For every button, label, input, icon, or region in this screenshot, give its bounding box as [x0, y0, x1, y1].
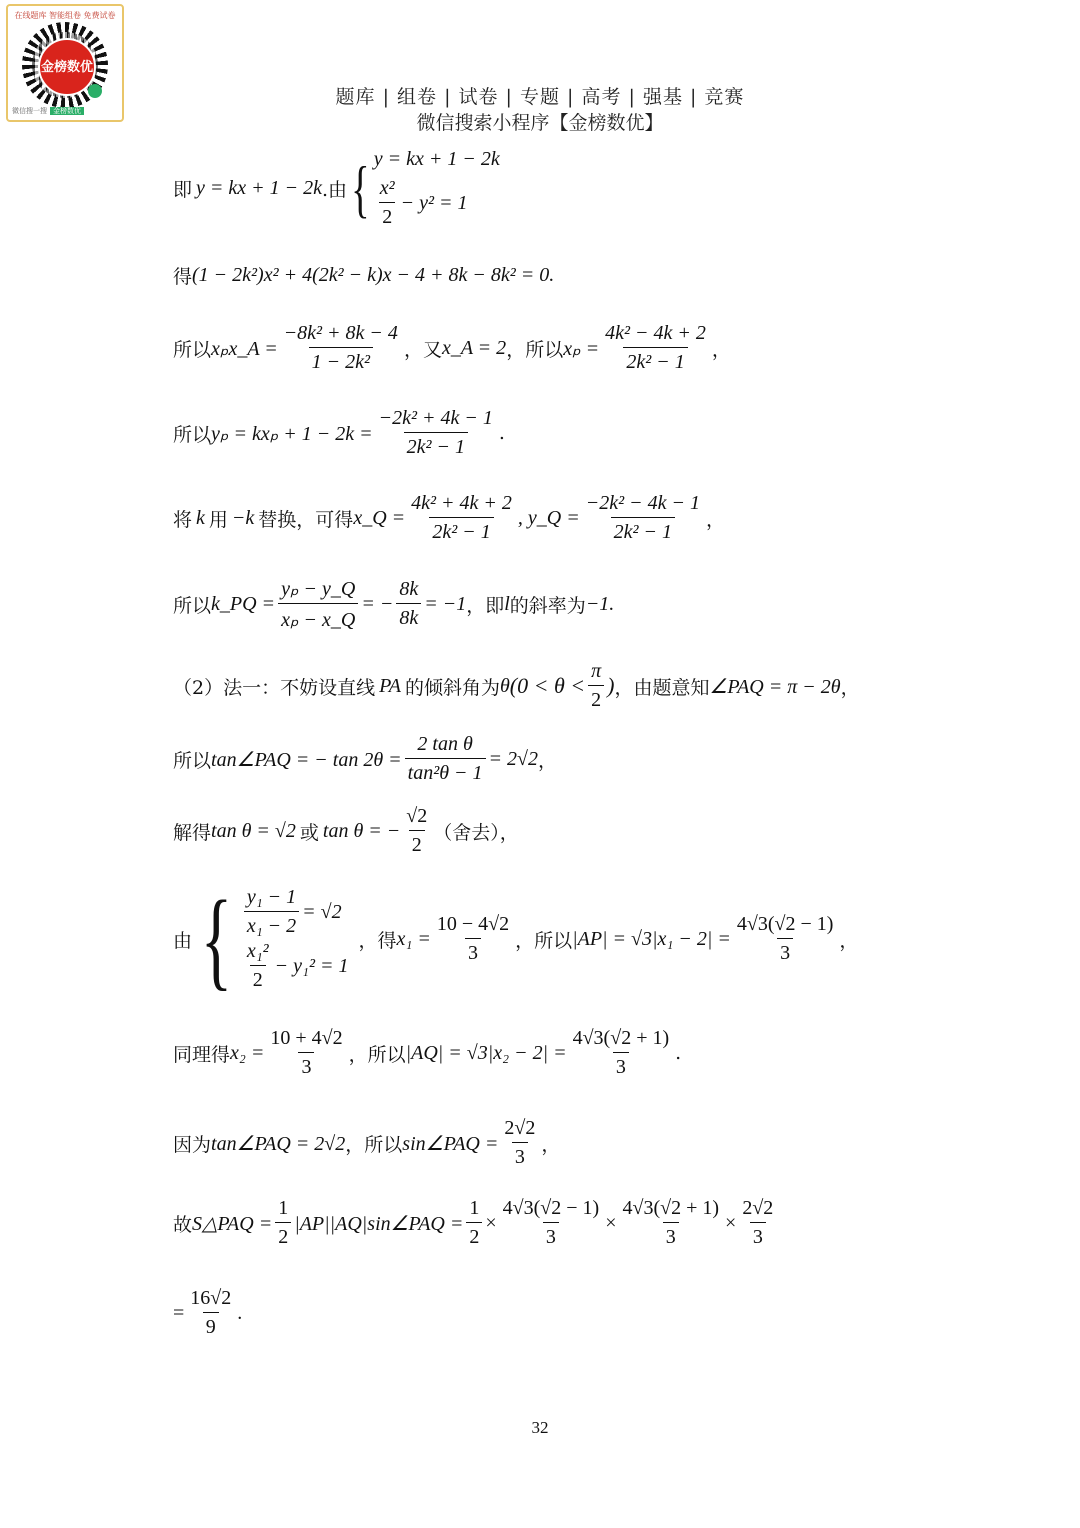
l12-b: sin∠PAQ = [402, 1132, 499, 1155]
l10-frac2: $\frac{4√3(√2 - 1)}{3}$ [736, 913, 834, 964]
l13-f1: $\frac{4√3(√2 - 1)}{3}$ [502, 1197, 600, 1248]
l13-times3: × [725, 1211, 737, 1234]
l13-prefix: 故 [173, 1213, 193, 1236]
l9-prefix: 解得 [173, 821, 212, 844]
header-search-hint: 微信搜索小程序【金榜数优】 [416, 112, 664, 134]
l10-brace: { [200, 878, 233, 1000]
l4-frac: $\frac{\text{−2k² + 4k − 1}}{\text{2k² − 1}}$ [378, 407, 493, 458]
line-2 [173, 262, 554, 289]
l11-mid: ，所以 [348, 1043, 406, 1066]
l9-frac: $\frac{√2}{2}$ [406, 805, 428, 856]
l6-prefix: 所以 [173, 594, 212, 617]
l11-x2: x₂ = [230, 1041, 265, 1064]
l8-lhs: tan∠PAQ = − tan 2θ = [211, 748, 402, 771]
l5-prefix: 将 [173, 508, 193, 531]
page-number: 32 [531, 1418, 549, 1437]
l1-eq: y = kx + 1 − 2k [196, 177, 323, 199]
l1-sys-a: y = kx + 1 − 2k [373, 148, 500, 170]
l6-mid: = − [361, 592, 394, 615]
line-13 [173, 1197, 779, 1249]
l13-times2: × [605, 1211, 617, 1234]
l7-eq: ∠PAQ = π − 2θ [709, 675, 841, 698]
l9-end: （舍去）， [433, 821, 519, 844]
line-10 [173, 878, 859, 1000]
line-14 [173, 1287, 242, 1339]
l8-frac: $\frac{\text{2 tan θ}}{\text{tan²θ − 1}}$ [405, 733, 486, 785]
l3-frac2: $\frac{\text{4k² − 4k + 2}}{\text{2k² − 1}}$ [605, 322, 706, 373]
line-6 [173, 576, 614, 632]
l1-system [374, 148, 500, 229]
l10-frac: $\frac{10 - 4√2}{3}$ [436, 913, 510, 964]
l5-k: k [196, 506, 205, 529]
line-12 [173, 1117, 560, 1169]
l3-prefix: 所以 [173, 338, 212, 361]
l5-end: ， [705, 508, 725, 531]
logo-foot-right: 金榜数优 [50, 107, 84, 115]
l13-half2: $\frac{1}{2}$ [466, 1197, 482, 1249]
l1-sys-b-rest: − y² = 1 [400, 191, 468, 214]
l10-mid: ，得 [358, 929, 397, 952]
l14-eq: = [173, 1301, 185, 1324]
l11-aq: |AQ| = √3|x₂ − 2| = [405, 1041, 567, 1064]
l6-val: −1. [585, 592, 615, 615]
line-5 [173, 492, 725, 544]
l1-brace: { [351, 152, 370, 224]
line-4 [173, 407, 505, 459]
l10-s2-frac: $\frac{\text{x₁²}}{2}$ [246, 940, 269, 991]
line-7 [173, 660, 860, 712]
l7-paren-r: ) [607, 673, 615, 698]
l7-mid2: ，由题意知 [614, 676, 710, 699]
l11-frac: $\frac{10 + 4√2}{3}$ [270, 1027, 343, 1078]
l7-mid: 的倾斜角为 [404, 676, 500, 699]
l7-frac: $\frac{\pi}{2}$ [588, 660, 604, 712]
line-9 [173, 805, 519, 857]
l11-end: . [675, 1042, 682, 1064]
logo-foot-left: 微信搜一搜 [12, 107, 47, 115]
l7-prefix: （2）法一：不妨设直线 [173, 676, 376, 699]
l12-a: tan∠PAQ = 2√2 [211, 1132, 346, 1155]
l12-mid: ，所以 [345, 1133, 403, 1156]
l14-end: . [237, 1301, 243, 1324]
l13-s: S△PAQ = [192, 1212, 273, 1235]
l14-frac: $\frac{16√2}{9}$ [190, 1287, 232, 1338]
l5-xq: x_Q = [353, 506, 406, 529]
l2-prefix: 得 [173, 266, 193, 288]
l11-frac2: $\frac{4√3(√2 + 1)}{3}$ [572, 1027, 670, 1078]
l2-eq: (1 − 2k²)x² + 4(2k² − k)x − 4 + 8k − 8k² = 0. [192, 264, 555, 286]
l6-text: ，即 [466, 594, 505, 617]
l9-or: 或 [299, 821, 319, 844]
l6-l: l [504, 592, 510, 615]
l6-frac2: $\frac{8k}{8k}$ [396, 578, 421, 630]
l3-frac: $\frac{\text{−8k² + 8k − 4}}{\text{1 − 2k²}}$ [283, 322, 398, 373]
l6-text2: 的斜率为 [509, 594, 586, 617]
l5-frac2: $\frac{\text{−2k² − 4k − 1}}{\text{2k² − 1}}$ [585, 492, 700, 543]
l3-xa: x_A = 2 [441, 336, 507, 359]
l13-f2: $\frac{4√3(√2 + 1)}{3}$ [622, 1197, 720, 1248]
l6-frac: $\frac{\text{yₚ − y\_Q}}{\text{xₚ − x\_Q}}$ [278, 576, 358, 632]
l10-mid2: ，所以 [515, 929, 573, 952]
l9-a: tan θ = √2 [211, 819, 296, 842]
l13-times1: × [485, 1211, 497, 1234]
l3-mid2: ，所以 [506, 338, 564, 361]
l5-yq: , y_Q = [517, 506, 580, 529]
l3-lhs: xₚx_A = [211, 337, 278, 360]
l7-pa: PA [379, 674, 401, 697]
line-1 [173, 148, 500, 229]
line-3 [173, 322, 731, 374]
logo-badge: 金榜数优 [38, 38, 96, 96]
l10-s1-frac: $\frac{\text{y₁ − 1}}{\text{x₁ − 2}}$ [244, 886, 299, 938]
l7-paren-l: (0 < θ < [509, 673, 586, 698]
l5-mk: −k [231, 506, 255, 529]
l10-prefix: 由 [173, 929, 193, 952]
l4-lhs: yₚ = kxₚ + 1 − 2k = [211, 422, 373, 445]
l12-frac: $\frac{2√2}{3}$ [504, 1117, 536, 1168]
l10-end: ， [839, 929, 859, 952]
l10-x1: x₁ = [396, 927, 431, 950]
header-nav: 题库 | 组卷 | 试卷 | 专题 | 高考 | 强基 | 竞赛 [335, 86, 745, 108]
l13-half: $\frac{1}{2}$ [275, 1197, 291, 1249]
l10-s1-rhs: = √2 [302, 900, 342, 923]
l9-b: tan θ = − [322, 819, 401, 842]
l12-end: ， [541, 1133, 561, 1156]
l8-end: ， [538, 749, 558, 772]
l5-mid2: 替换，可得 [258, 508, 354, 531]
l4-end: . [498, 422, 505, 444]
l13-mid: |AP||AQ|sin∠PAQ = [294, 1212, 464, 1235]
l10-system [241, 886, 349, 992]
l3-xp: xₚ = [563, 337, 600, 360]
l8-prefix: 所以 [173, 749, 212, 772]
line-8 [173, 733, 557, 785]
l1-mid: .由 [322, 179, 348, 201]
l6-rest: = −1 [424, 592, 467, 615]
l10-ap: |AP| = √3|x₁ − 2| = [572, 927, 731, 950]
line-11 [173, 1027, 681, 1079]
l11-prefix: 同理得 [173, 1043, 231, 1066]
l1-prefix: 即 [173, 179, 193, 201]
l6-k: k_PQ = [211, 592, 276, 615]
l13-f3: $\frac{2√2}{3}$ [742, 1197, 774, 1248]
l7-theta: θ [499, 674, 510, 697]
l5-frac: $\frac{\text{4k² + 4k + 2}}{\text{2k² − 1}}$ [411, 492, 512, 543]
logo-caption: 在线题库 智能组卷 免费试卷 [14, 11, 116, 20]
l10-s2-rhs: − y₁² = 1 [274, 954, 349, 977]
l3-end: ， [711, 338, 731, 361]
l3-mid: ，又 [403, 338, 442, 361]
l12-prefix: 因为 [173, 1133, 212, 1156]
l8-rhs: = 2√2 [488, 747, 539, 770]
l7-end: ， [840, 676, 860, 699]
l5-mid: 用 [208, 508, 228, 531]
l1-sys-b-frac: $\frac{\text{x²}}{2}$ [379, 177, 395, 228]
l4-prefix: 所以 [173, 423, 212, 446]
